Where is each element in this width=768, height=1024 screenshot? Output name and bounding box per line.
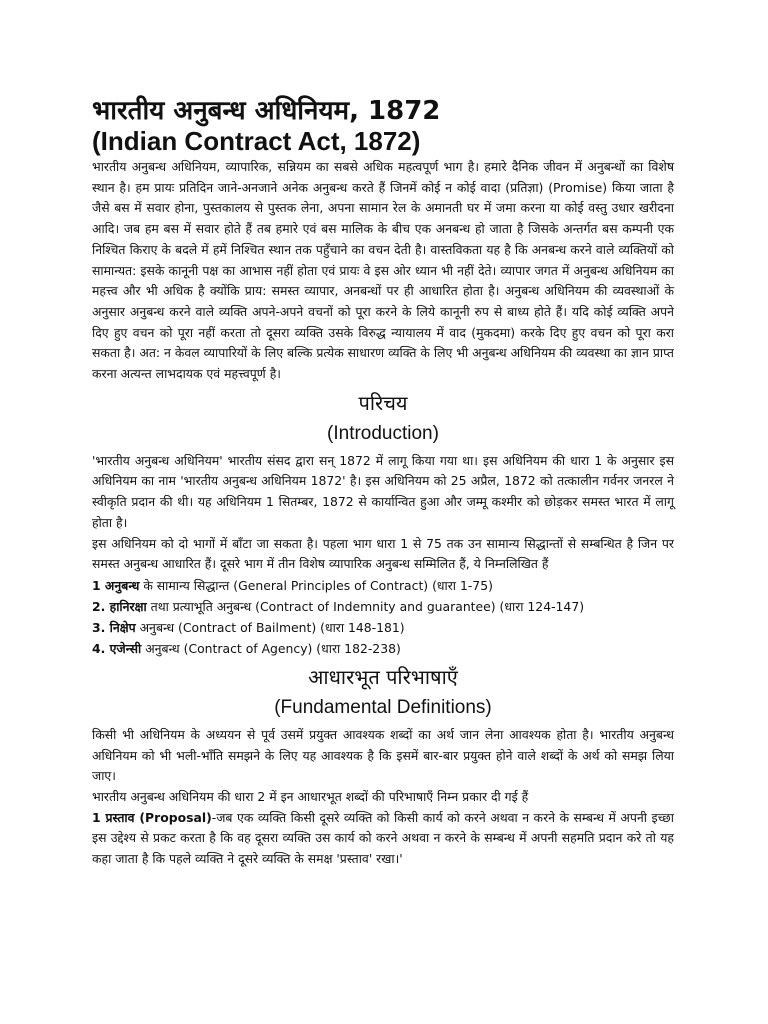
- definitions-paragraph-2: भारतीय अनुबन्ध अधिनियम की धारा 2 में इन आधारभूत शब्दों की परिभाषाएँ निम्न प्रकार दी गई हैं: [92, 789, 529, 805]
- introduction-paragraph-1: 'भारतीय अनुबन्ध अधिनियम' भारतीय संसद द्वारा सन् 1872 में लागू किया गया था। इस अधिनियम की धारा 1 के अनुसार इस अधिनियम का नाम 'भारतीय अनुबन्ध अधिनियम 1872' है। इस अधिनियम को 25 अप्रैल, 1872 को तत्कालीन गर्वनर जनरल ने स्वीकृति प्रदान की थी। यह अधिनियम 1 सितम्बर, 1872 से कार्यान्वित हुआ और जम्मू कश्मीर को छोड़कर समस्त भारत में लागू होता है।: [92, 452, 674, 530]
- section-heading-definitions-hindi: आधारभूत परिभाषाएँ: [308, 664, 458, 689]
- list-item-text: अनुबन्ध (Contract of Agency) (धारा 182-238): [141, 640, 401, 656]
- introduction-paragraph-2: इस अधिनियम को दो भागों में बाँटा जा सकता है। पहला भाग धारा 1 से 75 तक उन सामान्य सिद्धान्तों से सम्बन्धित है जिन पर समस्त अनुबन्ध आधारित हैं। दूसरे भाग में तीन विशेष व्यापारिक अनुबन्ध सम्मिलित हैं, ये निम्नलिखित हैं: [92, 535, 674, 572]
- list-item: [92, 596, 674, 617]
- list-item: [92, 617, 674, 638]
- list-item-text: तथा प्रत्याभूति अनुबन्ध (Contract of Indemnity and guarantee) (धारा 124-147): [146, 598, 585, 614]
- list-item: [92, 638, 674, 659]
- definition-proposal: [92, 808, 674, 870]
- list-item-number: 2. हानिरक्षा: [92, 598, 147, 614]
- definition-text: -जब एक व्यक्ति किसी दूसरे व्यक्ति को किसी कार्य को करने अथवा न करने के सम्बन्ध में अपनी इच्छा इस उद्देश्य से प्रकट करता है कि वह दूसरा व्यक्ति उस कार्य को करने अथवा न करने के सम्बन्ध में अपनी सहमति प्रदान करे तो यह कहा जाता है कि पहले व्यक्ति ने दूसरे व्यक्ति के समक्ष 'प्रस्ताव' रखा।': [92, 809, 674, 867]
- section-heading-introduction-hindi: परिचय: [358, 390, 408, 415]
- section-heading-definitions-english: (Fundamental Definitions): [274, 696, 492, 718]
- list-item-text: के सामान्य सिद्धान्त (General Principles of Contract) (धारा 1-75): [139, 577, 493, 593]
- definition-term: 1 प्रस्ताव (Proposal): [92, 809, 212, 825]
- document-page: [92, 96, 674, 870]
- document-title: [92, 96, 674, 157]
- contract-types-list: [92, 575, 674, 659]
- list-item: [92, 575, 674, 596]
- title-hindi: भारतीय अनुबन्ध अधिनियम, 1872: [92, 96, 441, 126]
- definitions-paragraph-1: किसी भी अधिनियम के अध्ययन से पूर्व उसमें प्रयुक्त आवश्यक शब्दों का अर्थ जान लेना आवश्यक होता है। भारतीय अनुबन्ध अधिनियम को भी भली-भाँति समझने के लिए यह आवश्यक है कि इसमें बार-बार प्रयुक्त होने वाले शब्दों के अर्थ को समझ लिया जाए।: [92, 726, 674, 784]
- list-item-text: अनुबन्ध (Contract of Bailment) (धारा 148-181): [135, 619, 405, 635]
- section-heading-introduction-english: (Introduction): [327, 422, 439, 444]
- title-english: (Indian Contract Act, 1872): [92, 126, 421, 156]
- list-item-number: 1 अनुबन्ध: [92, 577, 140, 593]
- list-item-number: 3. निक्षेप: [92, 619, 136, 635]
- list-item-number: 4. एजेन्सी: [92, 640, 142, 656]
- intro-paragraph: भारतीय अनुबन्ध अधिनियम, व्यापारिक, सन्नियम का सबसे अधिक महत्वपूर्ण भाग है। हमारे दैनिक जीवन में अनुबन्धों का विशेष स्थान है। हम प्रायः प्रतिदिन जाने-अनजाने अनेक अनुबन्ध करते हैं जिनमें कोई न कोई वादा (प्रतिज्ञा) (Promise) किया जाता है जैसे बस में सवार होना, पुस्तकालय से पुस्तक लेना, अपना सामान रेल के अमानती घर में जमा करना या कोई वस्तु उधार खरीदना आदि। जब हम बस में सवार होते हैं तब हमारे एवं बस मालिक के बीच एक अनबन्ध हो जाता है जिसके अन्तर्गत बस कम्पनी एक निश्चित किराए के बदले में हमें निश्चित स्थान तक पहुँचाने का वचन देती है। वास्तविकता यह है कि अनबन्ध करने वाले व्यक्तियों को सामान्यत: इसके कानूनी पक्ष का आभास नहीं होता एवं प्रायः वे इस ओर ध्यान भी नहीं देते। व्यापार जगत में अनुबन्ध अधिनियम का महत्त्व और भी अधिक है क्योंकि प्राय: समस्त व्यापार, अनबन्धों पर ही आधारित होता है। अनुबन्ध अधिनियम की व्यवस्थाओं के अनुसार अनुबन्ध करने वाले व्यक्ति अपने-अपने वचनों को पूरा करने के लिये कानूनी रुप से बाध्य होते हैं। यदि कोई व्यक्ति अपने दिए हुए वचन को पूरा नहीं करता तो दूसरा व्यक्ति उसके विरुद्ध न्यायालय में वाद (मुकदमा) करके दिए हुए वचन को पूरा करा सकता है। अत: न केवल व्यापारियों के लिए बल्कि प्रत्येक साधारण व्यक्ति के लिए भी अनुबन्ध अधिनियम की व्यवस्था का ज्ञान प्राप्त करना अत्यन्त लाभदायक एवं महत्त्वपूर्ण है।: [92, 159, 674, 382]
